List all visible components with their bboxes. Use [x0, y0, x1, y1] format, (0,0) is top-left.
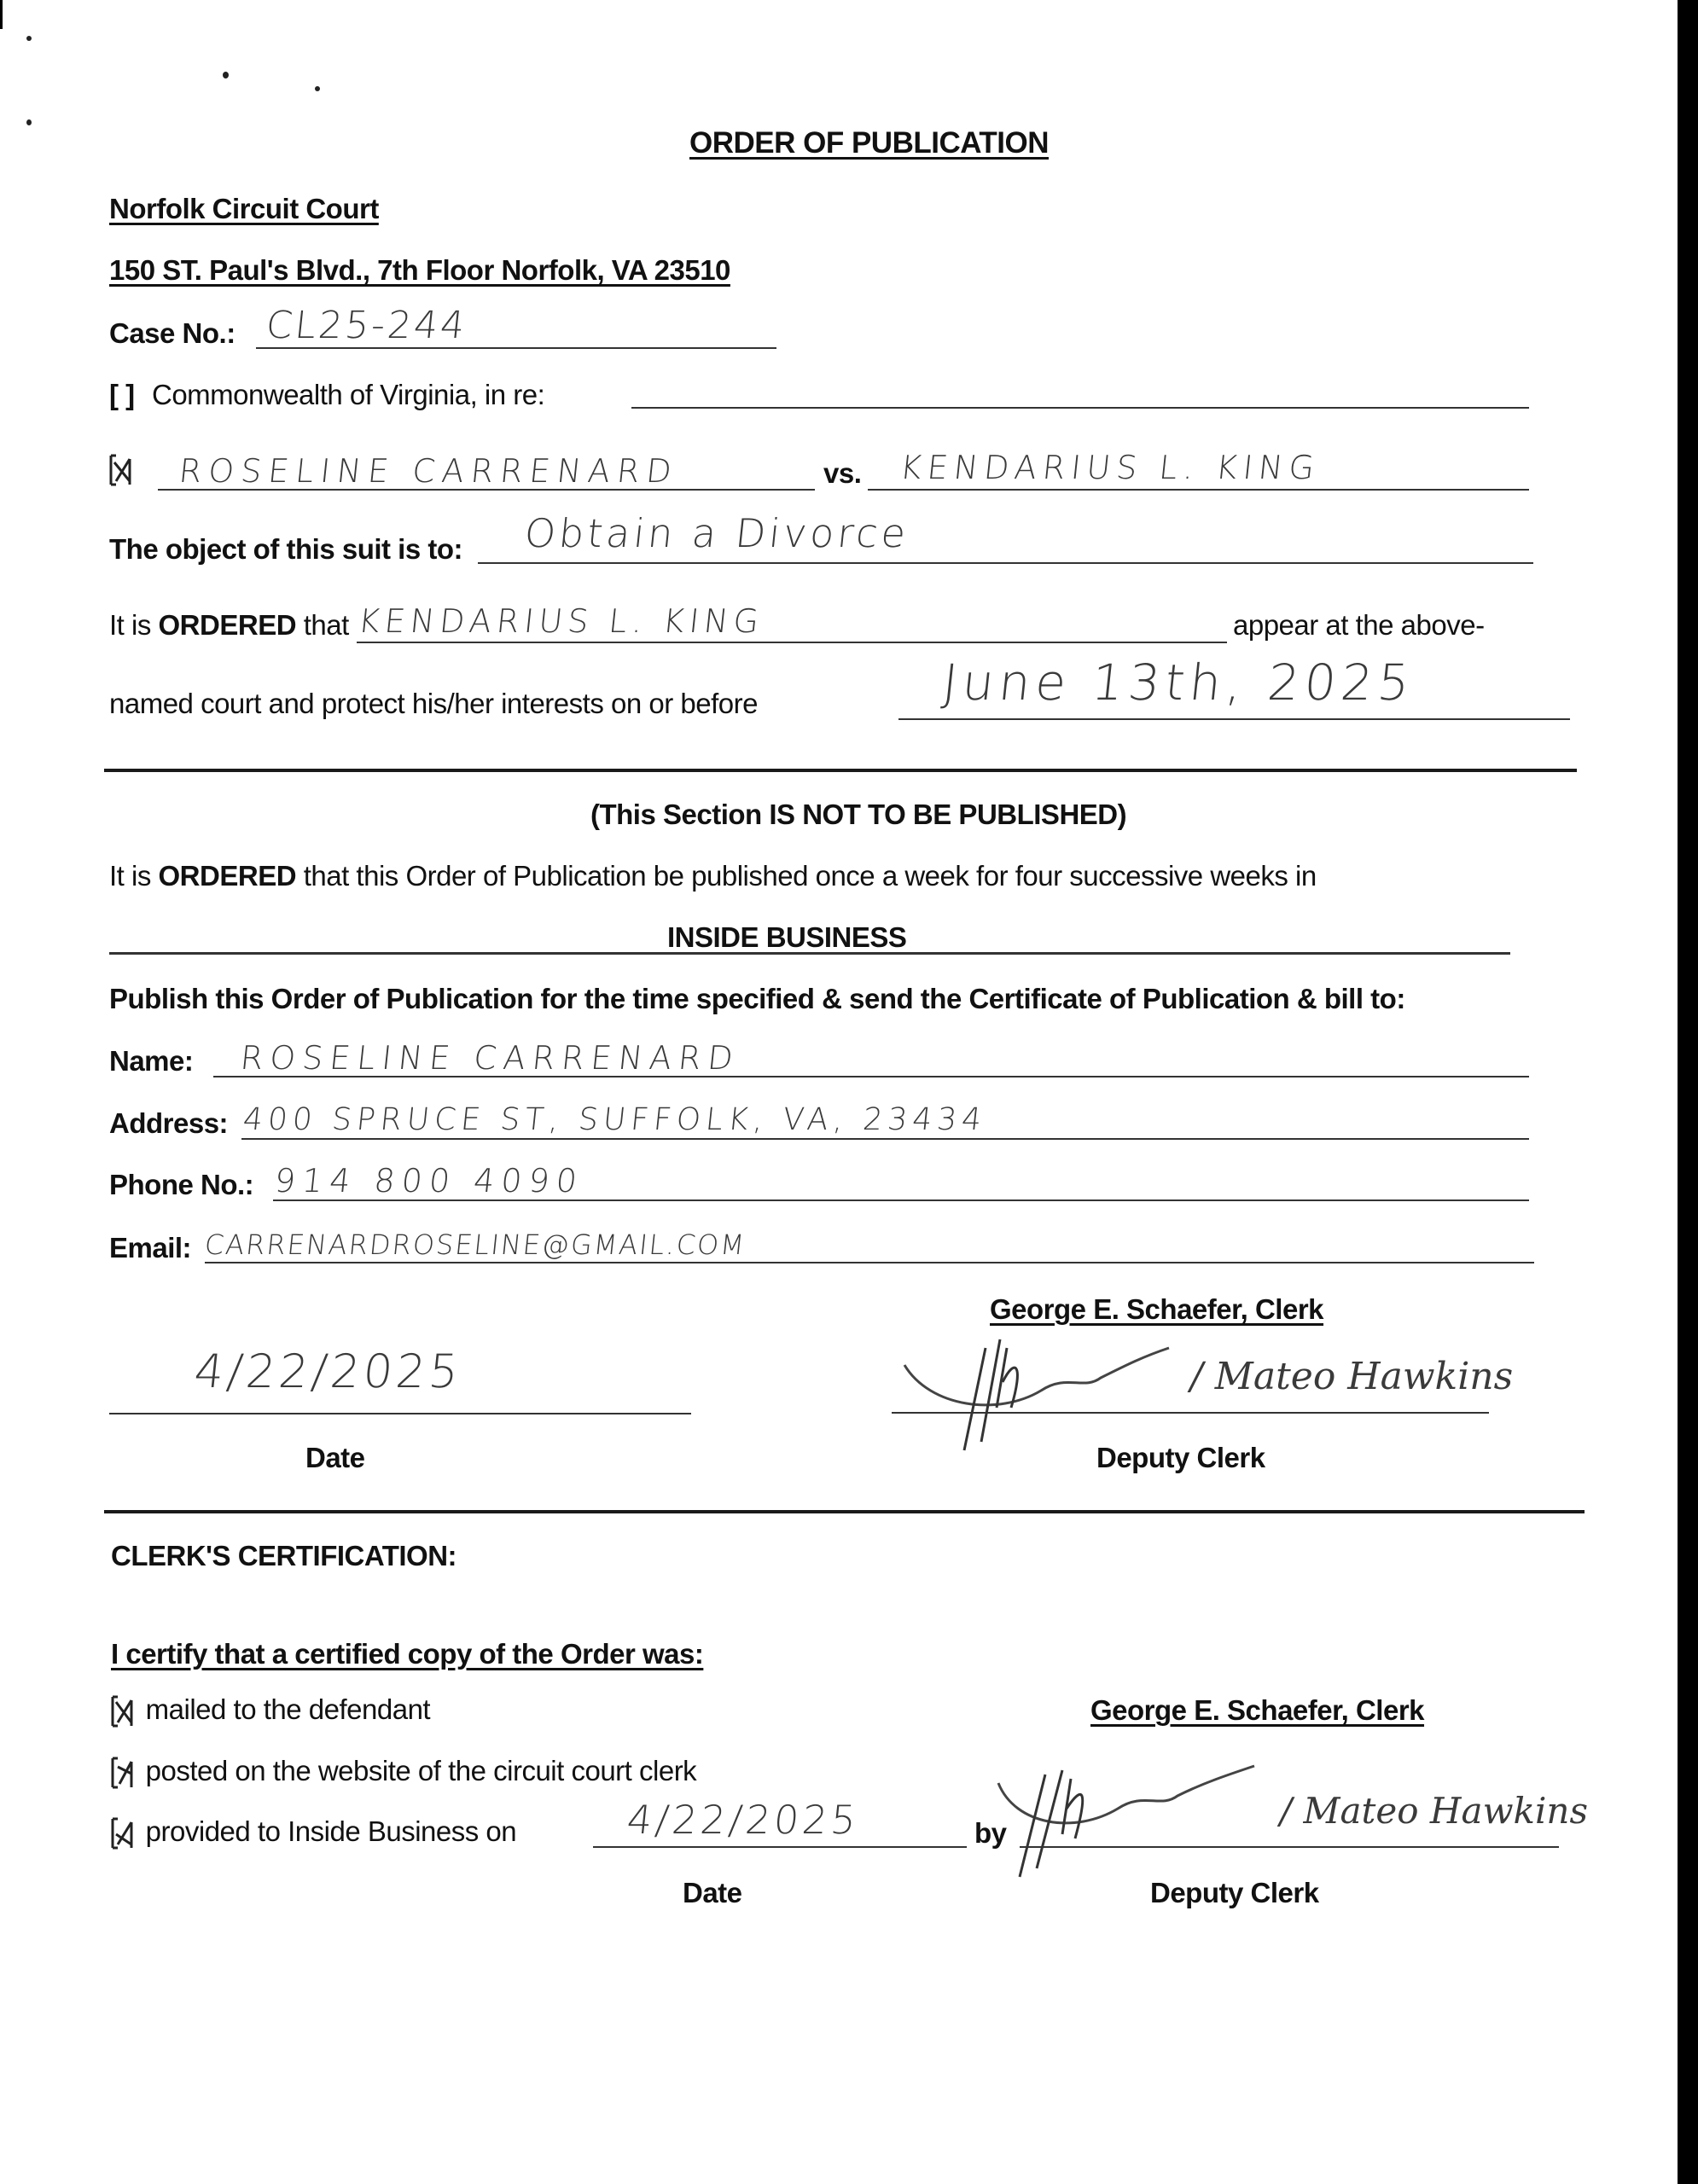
- scan-speck: [223, 72, 229, 78]
- cert-item-mailed[interactable]: [109, 1693, 430, 1729]
- scan-corner-mark: [0, 0, 3, 29]
- publish-instruction: Publish this Order of Publication for the time specified & send the Certificate of Publication & bill to:: [109, 983, 1405, 1014]
- scan-edge-shadow: [1678, 0, 1698, 2184]
- order-line-2: named court and protect his/her interests on or before: [109, 688, 758, 719]
- signature-date-value[interactable]: 4/22/2025: [191, 1345, 465, 1398]
- not-published-heading: (This Section IS NOT TO BE PUBLISHED): [590, 799, 1127, 830]
- billing-email-label: Email:: [109, 1232, 192, 1263]
- order-suffix: appear at the above-: [1233, 609, 1485, 641]
- order-that: that: [296, 609, 349, 641]
- billing-name-value[interactable]: ROSELINE CARRENARD: [238, 1039, 742, 1077]
- cert-item-posted[interactable]: [109, 1755, 696, 1791]
- court-address: 150 ST. Paul's Blvd., 7th Floor Norfolk, VA 23510: [109, 254, 730, 286]
- ordered-word: ORDERED: [158, 860, 297, 892]
- object-label: The object of this suit is to:: [109, 533, 462, 565]
- commonwealth-label: Commonwealth of Virginia, in re:: [152, 379, 545, 410]
- certify-text: I certify that a certified copy of the Order was:: [111, 1638, 704, 1670]
- cert-deputy-signature-scribble: [981, 1757, 1271, 1877]
- by-label: by: [974, 1817, 1007, 1849]
- billing-phone-value[interactable]: 914 800 4090: [272, 1162, 586, 1199]
- plaintiff-name[interactable]: ROSELINE CARRENARD: [177, 452, 681, 490]
- publication-name: INSIDE BUSINESS: [667, 921, 907, 953]
- provided-date-value[interactable]: 4/22/2025: [625, 1797, 862, 1843]
- object-underline: [478, 562, 1533, 564]
- defendant-underline: [868, 489, 1529, 491]
- ordered-word: ORDERED: [158, 609, 297, 641]
- order-prefix: It is: [109, 609, 159, 641]
- billing-email-underline: [205, 1262, 1534, 1263]
- scan-speck: [26, 119, 32, 125]
- ordered-party-value[interactable]: KENDARIUS L. KING: [356, 602, 766, 640]
- document-title: ORDER OF PUBLICATION: [689, 126, 1050, 160]
- section-divider: [104, 769, 1577, 772]
- billing-phone-underline: [273, 1199, 1529, 1201]
- checkbox-brackets: [ ]: [109, 379, 135, 410]
- scan-speck: [26, 36, 32, 41]
- signature-date-label: Date: [305, 1442, 365, 1473]
- cert-clerk-name: George E. Schaefer, Clerk: [1090, 1694, 1425, 1726]
- cert-item-label: posted on the website of the circuit court clerk: [145, 1755, 697, 1786]
- cert-item-label: provided to Inside Business on: [145, 1815, 517, 1847]
- checked-x-icon: [108, 452, 137, 488]
- deadline-value[interactable]: June 13th, 2025: [939, 653, 1418, 712]
- certification-divider: [104, 1510, 1585, 1513]
- commonwealth-checkbox[interactable]: [109, 379, 135, 411]
- clerk-name: George E. Schaefer, Clerk: [990, 1293, 1324, 1325]
- scan-speck: [315, 86, 320, 91]
- billing-email-value[interactable]: CARRENARDROSELINE@GMAIL.COM: [203, 1228, 747, 1261]
- billing-phone-label: Phone No.:: [109, 1169, 254, 1200]
- defendant-name[interactable]: KENDARIUS L. KING: [898, 449, 1323, 486]
- checked-x-icon: [109, 1815, 138, 1851]
- checked-x-icon: [109, 1755, 138, 1791]
- signature-date-underline: [109, 1413, 691, 1414]
- case-number-value[interactable]: CL25-244: [264, 304, 469, 347]
- deadline-underline: [898, 718, 1570, 720]
- cert-deputy-signature-value[interactable]: / Mateo Hawkins: [1280, 1790, 1589, 1832]
- billing-name-label: Name:: [109, 1045, 194, 1077]
- object-value[interactable]: Obtain a Divorce: [522, 510, 911, 556]
- ordered-party-underline: [357, 642, 1227, 643]
- cert-item-provided[interactable]: [109, 1815, 516, 1851]
- court-name: Norfolk Circuit Court: [109, 193, 379, 224]
- billing-address-underline: [241, 1138, 1529, 1140]
- deputy-signature-scribble: [896, 1331, 1178, 1450]
- publication-order-text: [109, 860, 1317, 892]
- vs-label: vs.: [823, 457, 862, 489]
- cert-date-label: Date: [683, 1877, 742, 1908]
- order-line-1: [109, 609, 349, 642]
- deputy-signature-value[interactable]: / Mateo Hawkins: [1190, 1355, 1514, 1398]
- billing-address-label: Address:: [109, 1107, 229, 1139]
- case-number-label: Case No.:: [109, 317, 236, 349]
- cert-deputy-clerk-label: Deputy Clerk: [1150, 1877, 1319, 1908]
- order-prefix: It is: [109, 860, 159, 892]
- checked-x-icon: [109, 1693, 138, 1729]
- billing-address-value[interactable]: 400 SPRUCE ST, SUFFOLK, VA, 23434: [241, 1102, 989, 1137]
- deputy-clerk-label: Deputy Clerk: [1096, 1442, 1265, 1473]
- order-text: that this Order of Publication be published once a week for four successive weeks in: [296, 860, 1317, 892]
- commonwealth-underline[interactable]: [631, 407, 1529, 409]
- cert-item-label: mailed to the defendant: [145, 1693, 431, 1725]
- case-number-underline: [256, 347, 776, 349]
- certification-heading: CLERK'S CERTIFICATION:: [111, 1540, 457, 1571]
- provided-date-underline: [593, 1846, 967, 1848]
